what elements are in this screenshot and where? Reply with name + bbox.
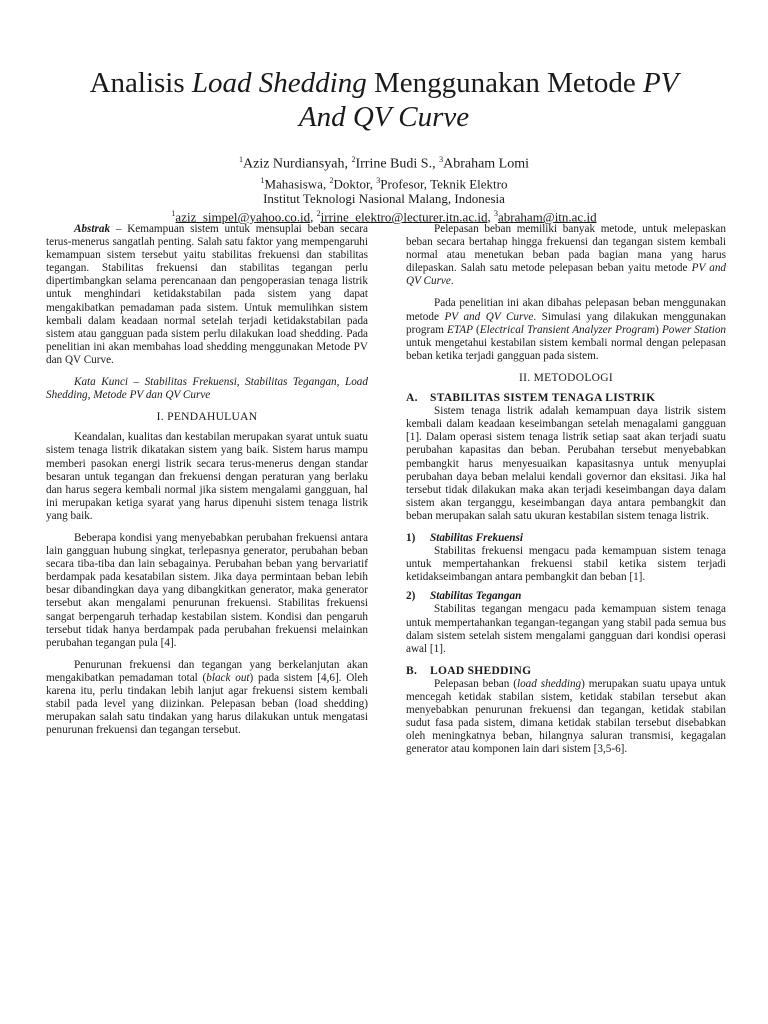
text: . Simulasi yang dilakukan menggunakan program bbox=[406, 310, 726, 336]
keywords-text: Kata Kunci – Stabilitas Frekuensi, Stabilitas Tegangan, Load Shedding, Metode PV dan QV Curve bbox=[46, 376, 368, 402]
email-sup: 2 bbox=[316, 208, 321, 218]
item-title: Stabilitas Tegangan bbox=[430, 590, 522, 603]
email-sup: 1 bbox=[171, 208, 176, 218]
text: untuk mengetahui kestabilan sistem kembali normal dengan pelepasan beban ketika terjadi gangguan pada sistem. bbox=[406, 336, 726, 362]
paragraph: Stabilitas frekuensi mengacu pada kemampuan sistem tenaga untuk mempertahankan frekuensi stabil ketika sistem terjadi ketidakseimbangan antara pembangkit dan beban [1]. bbox=[406, 545, 726, 584]
email-link[interactable]: aziz_simpel@yahoo.co.id bbox=[175, 209, 311, 225]
role-sup: 2 bbox=[329, 175, 334, 185]
text: Pelepasan beban ( bbox=[434, 677, 517, 690]
role-sup: 1 bbox=[260, 175, 265, 185]
title-text: Analisis bbox=[89, 67, 192, 99]
institution: Institut Teknologi Nasional Malang, Indonesia bbox=[263, 190, 505, 206]
author-sup: 2 bbox=[351, 155, 356, 164]
left-column bbox=[46, 223, 368, 746]
text: ) bbox=[655, 323, 662, 336]
text: . bbox=[450, 275, 454, 288]
text: ( bbox=[472, 323, 480, 336]
subsection-title: LOAD SHEDDING bbox=[430, 664, 532, 677]
paper-title bbox=[40, 66, 728, 134]
item-number: 2) bbox=[406, 590, 416, 603]
item-title: Stabilitas Frekuensi bbox=[430, 531, 523, 544]
separator: , bbox=[310, 209, 317, 225]
author-roles bbox=[40, 173, 728, 191]
text-italic: Electrical Transient Analyzer Program bbox=[479, 323, 656, 336]
email-link[interactable]: abraham@itn.ac.id bbox=[497, 209, 597, 225]
keywords bbox=[46, 376, 368, 402]
author-sup: 3 bbox=[439, 155, 444, 164]
author-sup: 1 bbox=[239, 155, 243, 164]
subsection-letter: A. bbox=[406, 392, 418, 405]
item-number: 1) bbox=[406, 531, 416, 544]
abstract-label: Abstrak bbox=[74, 223, 111, 235]
subsection-heading bbox=[406, 392, 726, 405]
role: Mahasiswa, bbox=[264, 175, 330, 191]
text-italic: Power Station bbox=[661, 323, 727, 336]
text: Pada penelitian ini akan dibahas pelepasan beban menggunakan metode bbox=[406, 297, 726, 323]
text-italic: load shedding bbox=[516, 677, 582, 690]
title-italic: Load Shedding bbox=[191, 67, 367, 99]
title-text: Menggunakan Metode bbox=[366, 67, 643, 99]
separator: , bbox=[487, 209, 494, 225]
email-line bbox=[40, 206, 728, 224]
author-name: Aziz Nurdiansyah, bbox=[243, 156, 352, 172]
text: ) pada sistem [4,6]. Oleh karena itu, perlu tindakan lebih lanjut agar frekuensi sistem kembali stabil pada level yang diizinkan. Pelepasan beban (load shedding) merupakan salah satu tindakan yang harus dilakukan untuk mengatasi penurunan frekuensi dan tegangan tersebut. bbox=[46, 671, 368, 737]
dash: – bbox=[110, 223, 128, 235]
subsection-heading bbox=[406, 665, 726, 678]
text-italic: PV and QV Curve bbox=[444, 310, 534, 323]
paragraph bbox=[406, 297, 726, 362]
paragraph: Stabilitas tegangan mengacu pada kemampuan sistem tenaga untuk mempertahankan tegangan-tegangan yang stabil pada semua bus dalam sistem setelah sistem mengalami gangguan dari kondisi operasi awal [1]. bbox=[406, 603, 726, 655]
paragraph: Beberapa kondisi yang menyebabkan perubahan frekuensi antara lain gangguan hubung singkat, terlepasnya generator, perubahan beban secara tiba-tiba dan lain sebagainya. Perubahan beban yang bervariatif berdampak pada kesatabilan sistem. Jika daya permintaan beban lebih besar dibandingkan daya yang dibangkitkan generator, maka generator tersebut akan mengalami penurunan frekuensi. Stabilitas frekuensi sangat berpengaruh terhadap kestabilan sistem. Kondisi dan pengaruh tersebut tidak hanya berdampak pada perubahan frekuensi melainkan perubahan tegangan pula [4]. bbox=[46, 531, 368, 649]
subsection-title: STABILITAS SISTEM TENAGA LISTRIK bbox=[430, 392, 656, 405]
title-italic: PV bbox=[642, 67, 679, 99]
text: Penurunan frekuensi dan tegangan yang berkelanjutan akan mengakibatkan pemadaman total ( bbox=[46, 658, 368, 684]
section-heading: II. METODOLOGI bbox=[518, 371, 614, 384]
text: Pelepasan beban memiliki banyak metode, untuk melepaskan beban secara bertahap hingga frekuensi dan tegangan sistem kembali normal atau menetukan beban pada bagian mana yang harus dilepaskan. Salah satu metode pelepasan beban yaitu metode bbox=[406, 223, 726, 275]
paragraph: Sistem tenaga listrik adalah kemampuan daya listrik sistem kembali dalam keadaan keseimbangan setelah menagalami gangguan [1]. Dalam operasi sistem tenaga listrik setiap saat akan terjadi suatu perubahan kapasitas dan beban. Perubahan tersebut menyebabkan pembangkit harus menyesuaikan kapasitasnya untuk menyuplai perubahan daya beban melalui kendali governor dan eksitasi. Jika hal tersebut tidak dilakukan maka akan terjadi keseimbangan daya dalam sistem akan terganggu, keseimbangan daya antara pembangkit dan beban merupakan salah satu ukuran kestabilan sistem tenaga listrik. bbox=[406, 405, 726, 522]
text: ) merupakan suatu upaya untuk mencegah ketidak stabilan sistem, ketidak stabilan tersebut akan menyebabkan penurunan frekuensi dan tegangan, ketidak stabilan sudut fasa pada sistem, dimana ketidak stabilan tersebut disebabkan oleh meningkatnya beban, hilangnya saluran transmisi, kegagalan generator atau komponen lain dari sistem [3,5-6]. bbox=[406, 677, 726, 756]
paragraph bbox=[406, 223, 726, 288]
abstract-text: Kemampuan sistem untuk mensuplai beban secara terus-menerus sangatlah penting. Salah satu faktor yang mempengaruhi kemampuan sistem tersebut yaitu stabilitas frekuensi dan stabilitas tegangan. Stabilitas frekuensi dan stabilitas tegangan perlu dipertimbangkan selama perencanaan dan pengoperasian tenaga listrik untuk menghindari ketidakstabilan pada sistem yang dapat mengakibatkan pemadaman pada sistem. Untuk memulihkan sistem kembali dalam keadaan normal setelah terjadi ketidakstabilan pada sistem atau gangguan pada sistem perlu dilakukan load shedding. Pada penelitian ini akan membahas load shedding menggunakan Metode PV dan QV Curve. bbox=[46, 223, 368, 366]
section-heading: I. PENDAHULUAN bbox=[156, 411, 258, 424]
role-sup: 3 bbox=[376, 175, 381, 185]
right-column bbox=[406, 223, 726, 765]
author-block bbox=[40, 151, 728, 224]
author-name: Abraham Lomi bbox=[443, 156, 529, 172]
abstract bbox=[46, 223, 368, 367]
subsection-letter: B. bbox=[406, 664, 418, 677]
text-italic: ETAP bbox=[447, 323, 473, 336]
numbered-heading bbox=[406, 590, 726, 603]
email-sup: 3 bbox=[493, 208, 498, 218]
paragraph bbox=[406, 678, 726, 757]
email-link[interactable]: irrine_elektro@lecturer.itn.ac.id bbox=[320, 209, 488, 225]
paragraph: Keandalan, kualitas dan kestabilan merupakan syarat untuk suatu sistem tenaga listrik dikatakan sistem yang baik. Sistem harus mampu memberi pasokan energi listrik secara terus-menerus dengan standar besaran untuk tegangan dan frekuensi dengan peraturan yang berlaku dan harus segera kembali normal jika sistem mengalami gangguan, hal ini merupakan ketiga syarat yang harus dipenuhi sistem tenaga listrik yang baik. bbox=[46, 431, 368, 522]
text-italic: black out bbox=[206, 671, 250, 684]
author-name: Irrine Budi S., bbox=[355, 156, 440, 172]
title-italic: And QV Curve bbox=[298, 101, 470, 133]
paragraph bbox=[46, 659, 368, 738]
role: Doktor, bbox=[333, 175, 377, 191]
role: Profesor, Teknik Elektro bbox=[380, 175, 508, 191]
author-names bbox=[40, 151, 728, 173]
numbered-heading bbox=[406, 532, 726, 545]
text-italic: PV and QV Curve bbox=[406, 262, 727, 288]
